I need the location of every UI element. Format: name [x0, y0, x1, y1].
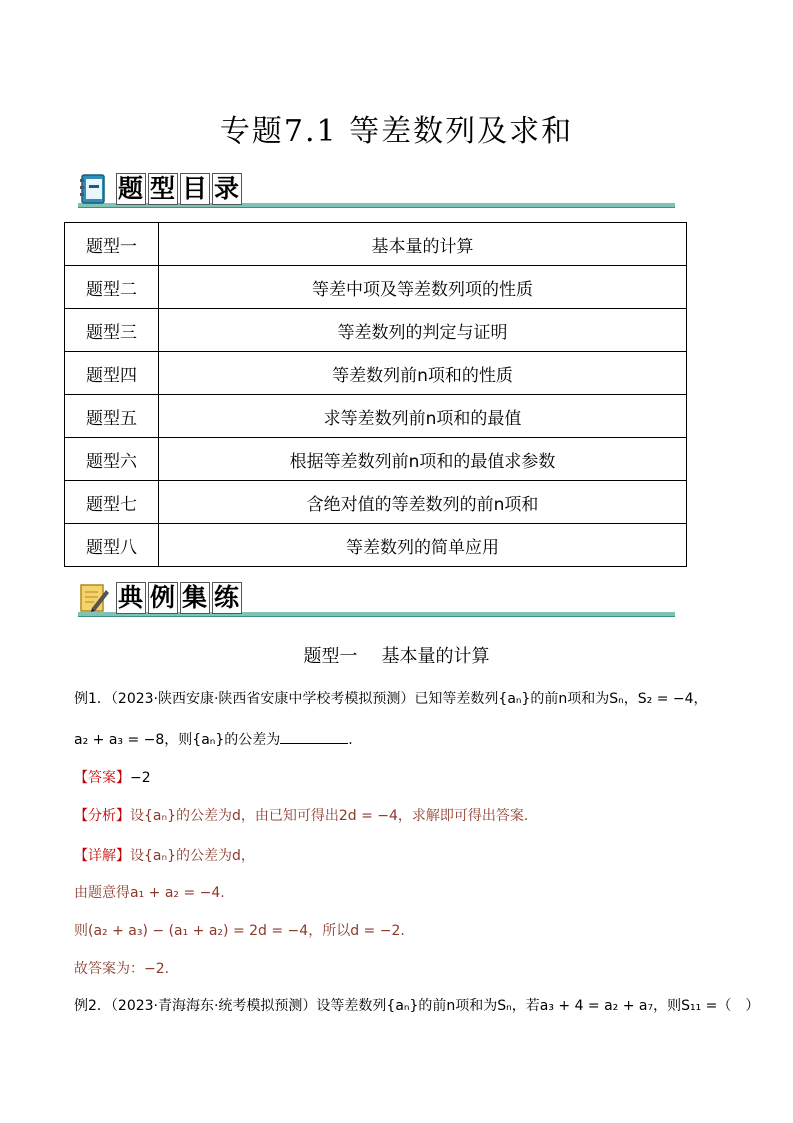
toc-label: 题型四 — [65, 352, 159, 395]
table-row — [65, 438, 687, 481]
section-banner-examples — [78, 582, 675, 618]
detail-text: 设{aₙ}的公差为d， — [130, 848, 255, 864]
solution-step-2: 则(a₂ + a₃) − (a₁ + a₂) = 2d = −4，所以d = −2. — [74, 923, 405, 939]
table-row — [65, 481, 687, 524]
banner-title — [116, 582, 244, 614]
answer-tag: 【答案】 — [74, 770, 130, 786]
detail-line — [74, 845, 255, 865]
toc-topic: 根据等差数列前n项和的最值求参数 — [159, 438, 687, 481]
toc-topic: 基本量的计算 — [159, 223, 687, 266]
answer-line — [74, 767, 151, 787]
question-text: a₂ + a₃ = −8，则{aₙ}的公差为 — [74, 732, 281, 748]
toc-table — [64, 222, 687, 567]
toc-label: 题型六 — [65, 438, 159, 481]
banner-char: 例 — [150, 583, 177, 612]
toc-label: 题型三 — [65, 309, 159, 352]
page-title: 专题7.1 等差数列及求和 — [219, 114, 574, 149]
banner-char: 目 — [182, 174, 209, 203]
toc-topic: 含绝对值的等差数列的前n项和 — [159, 481, 687, 524]
banner-char: 型 — [150, 174, 177, 203]
example-2-question-line1: 例2．（2023·青海海东·统考模拟预测）设等差数列{aₙ}的前n项和为Sₙ，若a₃ + 4 = a₂ + a₇，则S₁₁ =（ ） — [74, 998, 760, 1014]
banner-char: 典 — [118, 583, 145, 612]
banner-title — [116, 173, 244, 205]
toc-topic: 等差数列的判定与证明 — [159, 309, 687, 352]
table-row — [65, 266, 687, 309]
analysis-line — [74, 805, 528, 825]
toc-topic: 等差数列前n项和的性质 — [159, 352, 687, 395]
toc-label: 题型八 — [65, 524, 159, 567]
solution-step-1: 由题意得a₁ + a₂ = −4. — [74, 885, 225, 901]
table-row — [65, 352, 687, 395]
table-row — [65, 524, 687, 567]
analysis-tag: 【分析】 — [74, 808, 130, 824]
section-topic: 基本量的计算 — [381, 646, 490, 667]
section-heading — [0, 642, 793, 668]
table-row — [65, 223, 687, 266]
toc-topic: 等差中项及等差数列项的性质 — [159, 266, 687, 309]
table-row — [65, 395, 687, 438]
toc-label: 题型一 — [65, 223, 159, 266]
answer-value: −2 — [130, 770, 151, 786]
toc-topic: 求等差数列前n项和的最值 — [159, 395, 687, 438]
solution-final: 故答案为：−2. — [74, 961, 170, 977]
banner-char: 题 — [118, 174, 145, 203]
detail-tag: 【详解】 — [74, 848, 130, 864]
toc-topic: 等差数列的简单应用 — [159, 524, 687, 567]
toc-label: 题型二 — [65, 266, 159, 309]
table-row — [65, 309, 687, 352]
toc-label: 题型五 — [65, 395, 159, 438]
example-1-question-line2 — [74, 729, 353, 749]
banner-char: 集 — [182, 583, 209, 612]
notebook-icon — [78, 173, 110, 205]
answer-blank — [280, 731, 348, 744]
example-1-question-line1: 例1．（2023·陕西安康·陕西省安康中学校考模拟预测）已知等差数列{aₙ}的前n项和为Sₙ，S₂ = −4， — [74, 691, 708, 707]
banner-char: 练 — [214, 583, 241, 612]
banner-char: 录 — [214, 174, 241, 203]
section-label: 题型一 — [303, 646, 358, 667]
pencil-note-icon — [78, 582, 110, 614]
section-banner-toc — [78, 173, 675, 209]
analysis-text: 设{aₙ}的公差为d，由已知可得出2d = −4，求解即可得出答案. — [130, 808, 529, 824]
toc-label: 题型七 — [65, 481, 159, 524]
question-end: . — [348, 732, 353, 748]
